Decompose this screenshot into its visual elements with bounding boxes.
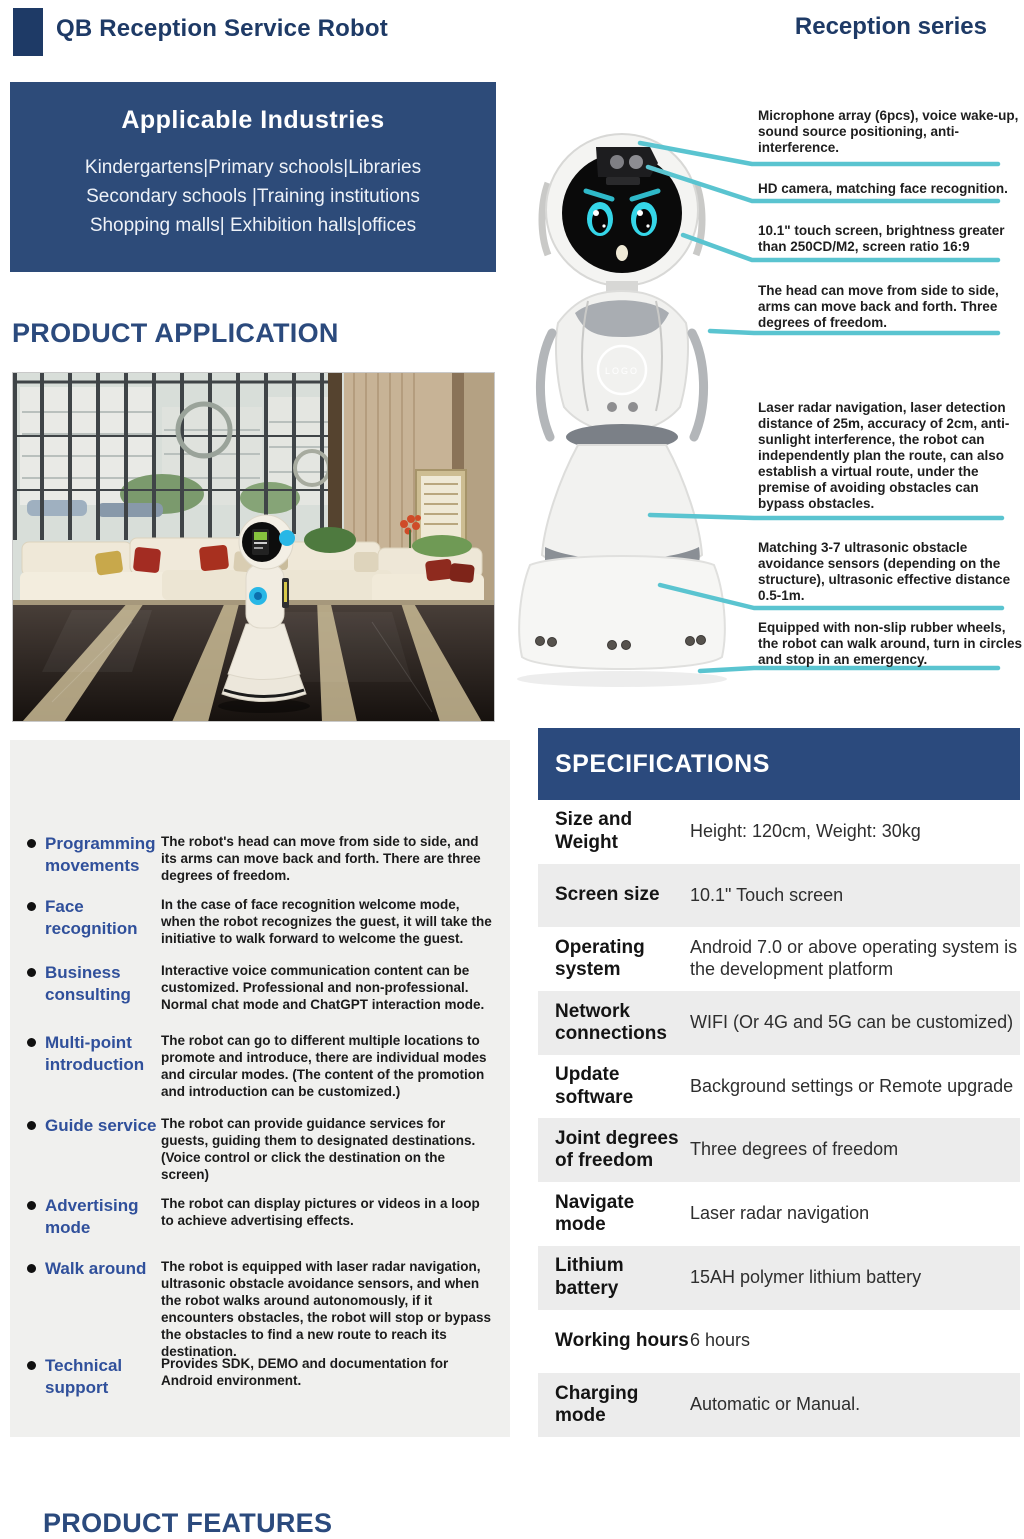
spec-row xyxy=(538,1118,1020,1182)
spec-row xyxy=(538,927,1020,991)
bullet-icon xyxy=(27,1201,36,1210)
spec-row xyxy=(538,864,1020,928)
page-title: QB Reception Service Robot xyxy=(56,15,388,42)
industries-line: Secondary schools |Training institutions xyxy=(86,186,420,207)
feature-desc: The robot can display pictures or videos in a loop to achieve advertising effects. xyxy=(160,1196,480,1228)
spec-value: Automatic or Manual. xyxy=(690,1394,861,1415)
spec-row xyxy=(538,1246,1020,1310)
bullet-icon xyxy=(27,839,36,848)
feature-item xyxy=(27,1032,493,1100)
spec-row xyxy=(538,1182,1020,1246)
bullet-icon xyxy=(27,902,36,911)
spec-label: Screen size xyxy=(555,884,660,906)
feature-item xyxy=(27,1195,493,1239)
spec-row xyxy=(538,800,1020,864)
spec-value: Laser radar navigation xyxy=(690,1202,870,1223)
feature-desc: In the case of face recognition welcome mode, when the robot recognizes the guest, it will take the initiative to walk forward to welcome the guest. xyxy=(160,897,492,946)
bullet-icon xyxy=(27,1361,36,1370)
callout-touchscreen: 10.1" touch screen, brightness greater than 250CD/M2, screen ratio 16:9 xyxy=(758,223,1005,254)
feature-item xyxy=(27,962,493,1013)
feature-label: Business consulting xyxy=(45,963,131,1005)
spec-row xyxy=(538,1373,1020,1437)
spec-value: 6 hours xyxy=(690,1330,751,1351)
spec-value: 10.1" Touch screen xyxy=(690,884,844,905)
feature-desc: Interactive voice communication content can be customized. Professional and non-professional. Normal chat mode and ChatGPT interaction mode. xyxy=(160,963,485,1012)
feature-label: Multi-point introduction xyxy=(45,1033,145,1075)
spec-row xyxy=(538,1310,1020,1374)
robot-base xyxy=(519,556,725,669)
feature-label: Guide service xyxy=(45,1116,157,1135)
robot-torso xyxy=(540,281,703,437)
feature-desc: The robot's head can move from side to side, and its arms can move back and forth. There are three degrees of freedom. xyxy=(160,834,481,883)
product-features-heading: PRODUCT FEATURES xyxy=(43,1508,333,1538)
feature-label: Face recognition xyxy=(45,897,138,939)
bullet-icon xyxy=(27,1121,36,1130)
spec-value: WIFI (Or 4G and 5G can be customized) xyxy=(690,1011,1014,1032)
bullet-icon xyxy=(27,1264,36,1273)
product-application-heading: PRODUCT APPLICATION xyxy=(12,318,339,348)
feature-desc: The robot can provide guidance services for guests, guiding them to designated destinations.(Voice control or click the destination on the screen) xyxy=(160,1116,476,1182)
robot-logo-label: LOGO xyxy=(604,366,640,376)
callout-ultrasonic: Matching 3-7 ultrasonic obstacle avoidance sensors (depending on the structure), ultrasonic effective distance 0.5-1m. xyxy=(758,540,1011,603)
feature-desc: Provides SDK, DEMO and documentation for Android environment. xyxy=(160,1356,449,1388)
callout-laser-radar: Laser radar navigation, laser detection distance of 25m, accuracy of 2cm, anti-sunlight interference, the robot can independently plan the route, can also establish a virtual route, under the premise of avoiding obstacles can bypass obstacles. xyxy=(758,400,1010,511)
feature-label: Advertising mode xyxy=(45,1196,139,1238)
industries-line: Shopping malls| Exhibition halls|offices xyxy=(89,215,417,236)
feature-item xyxy=(27,1355,493,1399)
industries-title: Applicable Industries xyxy=(121,106,385,134)
callout-wheels: Equipped with non-slip rubber wheels, the robot can walk around, turn in circles and stop in an emergency. xyxy=(758,620,1023,667)
spec-label: Joint degrees of freedom xyxy=(555,1127,679,1172)
feature-item xyxy=(27,833,493,884)
specifications-table xyxy=(538,800,1020,1437)
spec-label: Lithium battery xyxy=(555,1255,624,1299)
feature-desc: The robot can go to different multiple locations to promote and introduce, there are individual modes and circular modes. (The content of the promotion and introduction can be customized.) xyxy=(160,1033,487,1099)
product-photo xyxy=(12,372,495,722)
feature-item xyxy=(27,896,493,947)
applicable-industries-panel xyxy=(10,82,496,272)
robot-lower-body xyxy=(517,424,727,687)
series-title: Reception series xyxy=(794,13,987,40)
feature-label: Technical support xyxy=(45,1356,123,1398)
feature-label: Walk around xyxy=(45,1259,147,1278)
feature-item xyxy=(27,1258,493,1360)
robot-head xyxy=(542,134,702,286)
spec-value: Android 7.0 or above operating system is the development platform xyxy=(690,937,1018,980)
spec-row xyxy=(538,1055,1020,1119)
spec-label: Navigate mode xyxy=(555,1191,635,1235)
feature-label: Programming movements xyxy=(45,834,156,876)
industries-line: Kindergartens|Primary schools|Libraries xyxy=(84,157,422,178)
spec-label: Operating system xyxy=(555,936,645,981)
spec-label: Update software xyxy=(555,1064,634,1108)
spec-label: Network connections xyxy=(555,1000,667,1044)
robot-arm-right xyxy=(692,333,704,437)
bullet-icon xyxy=(27,1038,36,1047)
callout-head-movement: The head can move from side to side, arms can move back and forth. Three degrees of freedom. xyxy=(758,283,999,330)
feature-item xyxy=(27,1115,493,1183)
feature-desc: The robot is equipped with laser radar navigation, ultrasonic obstacle avoidance sensors, and when the robot walks around autonomously, if it encounters obstacles, the robot will stop or bypass the obstacles to find a new route to reach its destination. xyxy=(160,1259,492,1359)
product-features-panel xyxy=(10,740,510,1538)
spec-label: Working hours xyxy=(555,1330,689,1352)
spec-value: Background settings or Remote upgrade xyxy=(690,1075,1014,1096)
bullet-icon xyxy=(27,968,36,977)
spec-row xyxy=(538,991,1020,1055)
callout-camera: HD camera, matching face recognition. xyxy=(758,181,1008,196)
spec-value: 15AH polymer lithium battery xyxy=(690,1266,922,1287)
spec-label: Size and Weight xyxy=(555,809,633,853)
robot-arm-left xyxy=(540,333,552,437)
header-accent-bar xyxy=(13,8,43,56)
spec-label: Charging mode xyxy=(555,1382,639,1427)
specifications-heading: SPECIFICATIONS xyxy=(538,728,1020,800)
callout-microphone: Microphone array (6pcs), voice wake-up, sound source positioning, anti-interference. xyxy=(758,108,1019,155)
spec-value: Three degrees of freedom xyxy=(690,1139,899,1160)
spec-value: Height: 120cm, Weight: 30kg xyxy=(690,820,921,841)
